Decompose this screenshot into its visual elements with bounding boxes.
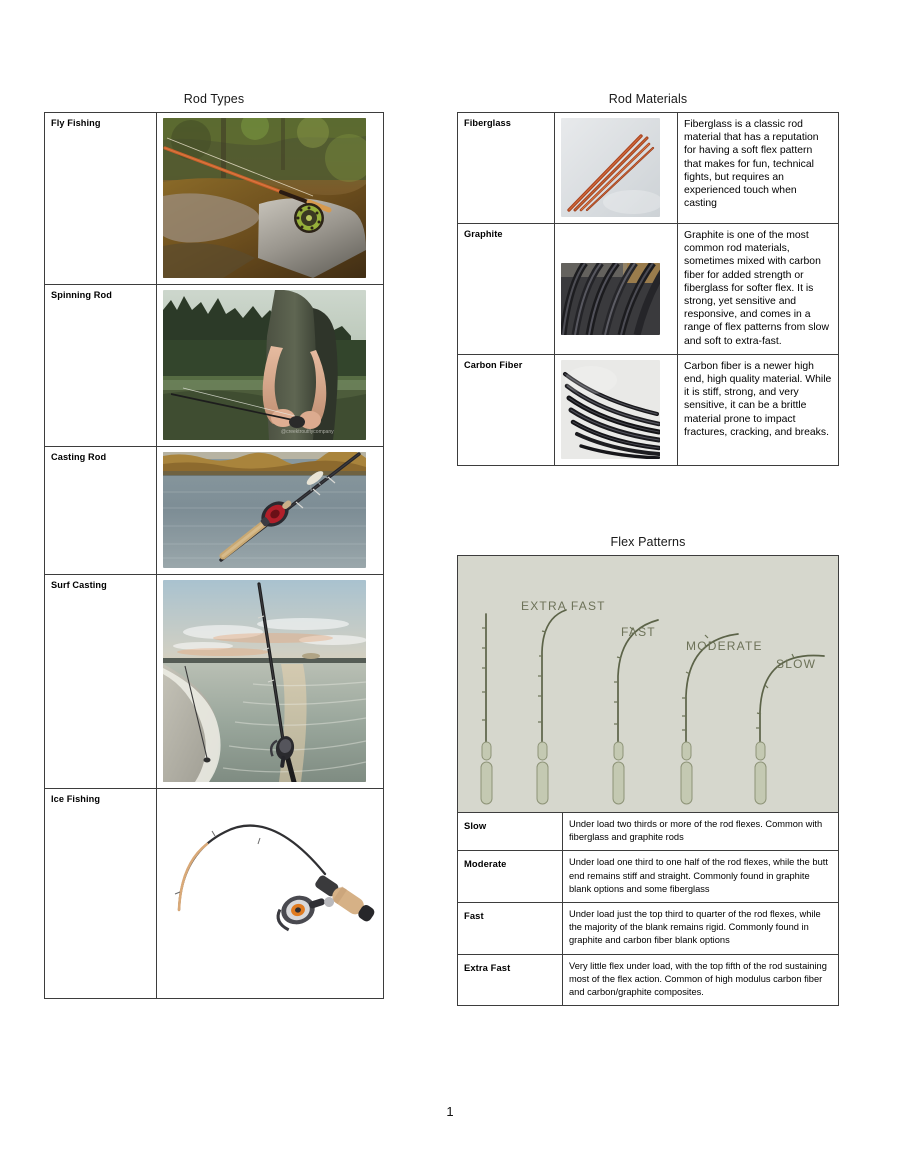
- flex-row-description-extra-fast: Very little flex under load, with the top fifth of the rod sustaining most of the flex action. Common of high modulus carbon fiber and carbon/graphite composites.: [563, 954, 839, 1006]
- rod-materials-table: [457, 112, 839, 466]
- table-row: [45, 447, 384, 575]
- table-row: [458, 224, 839, 355]
- rod-type-media-spinning-rod: [157, 285, 384, 447]
- flex-patterns-section: [457, 535, 839, 1006]
- rod-type-media-surf-casting: [157, 575, 384, 789]
- rod-type-label-fly-fishing: Fly Fishing: [45, 113, 157, 285]
- rod-type-media-casting-rod: [157, 447, 384, 575]
- page-number: 1: [446, 1104, 454, 1119]
- rod-type-media-fly-fishing: [157, 113, 384, 285]
- table-row: [45, 789, 384, 999]
- spinning-rod-photo: [163, 290, 366, 440]
- material-description-fiberglass: Fiberglass is a classic rod material that has a reputation for having a soft flex pattern that makes for fun, technical fights, but requires an experienced touch when casting: [678, 113, 839, 224]
- rod-type-media-ice-fishing: [157, 789, 384, 999]
- flex-patterns-diagram: [457, 555, 839, 812]
- material-media-fiberglass: [555, 113, 678, 224]
- rod-types-section: [44, 92, 384, 999]
- table-row: [45, 575, 384, 789]
- fiberglass-blanks-photo: [561, 118, 660, 217]
- table-row: [45, 113, 384, 285]
- flex-row-description-slow: Under load two thirds or more of the rod flexes. Common with fiberglass and graphite rods: [563, 813, 839, 851]
- flex-patterns-table: [457, 812, 839, 1006]
- table-row: [458, 113, 839, 224]
- rod-materials-title: Rod Materials: [608, 92, 688, 106]
- flex-patterns-title: Flex Patterns: [610, 535, 686, 549]
- material-media-carbon-fiber: [555, 354, 678, 465]
- rod-types-table: [44, 112, 384, 999]
- rod-type-label-casting-rod: Casting Rod: [45, 447, 157, 575]
- table-row: [45, 285, 384, 447]
- rod-materials-section: [457, 92, 839, 466]
- rod-type-label-surf-casting: Surf Casting: [45, 575, 157, 789]
- table-row: [458, 902, 839, 954]
- flex-row-label-extra-fast: Extra Fast: [458, 954, 563, 1006]
- surf-casting-rod-photo: [163, 580, 366, 782]
- rod-type-label-ice-fishing: Ice Fishing: [45, 789, 157, 999]
- flex-row-description-fast: Under load just the top third to quarter of the rod flexes, while the majority of the blank remains rigid. Commonly found in graphite and carbon fiber blank options: [563, 902, 839, 954]
- svg-text:@creektroutflycompany: @creektroutflycompany: [281, 429, 334, 435]
- material-label-graphite: Graphite: [458, 224, 555, 355]
- material-label-carbon-fiber: Carbon Fiber: [458, 354, 555, 465]
- flex-label-extra-fast: EXTRA FAST: [521, 599, 606, 613]
- material-description-carbon-fiber: Carbon fiber is a newer high end, high quality material. While it is stiff, strong, and very sensitive, it can be a brittle material prone to impact fractures, cracking, and breaks.: [678, 354, 839, 465]
- rod-types-title: Rod Types: [183, 92, 245, 106]
- flex-label-slow: SLOW: [776, 657, 817, 671]
- fly-fishing-rod-photo: [163, 118, 366, 278]
- flex-row-description-moderate: Under load one third to one half of the rod flexes, while the butt end remains stiff and straight. Commonly found in graphite blank options and some fiberglass: [563, 851, 839, 903]
- table-row: [458, 813, 839, 851]
- table-row: [458, 354, 839, 465]
- material-label-fiberglass: Fiberglass: [458, 113, 555, 224]
- table-row: [458, 954, 839, 1006]
- flex-row-label-moderate: Moderate: [458, 851, 563, 903]
- flex-label-moderate: MODERATE: [686, 639, 763, 653]
- table-row: [458, 851, 839, 903]
- carbon-fiber-blanks-photo: [561, 360, 660, 459]
- flex-row-label-slow: Slow: [458, 813, 563, 851]
- graphite-blanks-photo: [561, 263, 660, 335]
- rod-type-label-spinning-rod: Spinning Rod: [45, 285, 157, 447]
- casting-rod-photo: [163, 452, 366, 568]
- flex-label-fast: FAST: [621, 625, 656, 639]
- ice-fishing-rod-photo: [163, 794, 381, 992]
- material-description-graphite: Graphite is one of the most common rod materials, sometimes mixed with carbon fiber for added strength or fiberglass for softer flex. It is strong, yet sensitive and responsive, and comes in a range of flex patterns from slow and soft to extra-fast.: [678, 224, 839, 355]
- flex-row-label-fast: Fast: [458, 902, 563, 954]
- material-media-graphite: [555, 224, 678, 355]
